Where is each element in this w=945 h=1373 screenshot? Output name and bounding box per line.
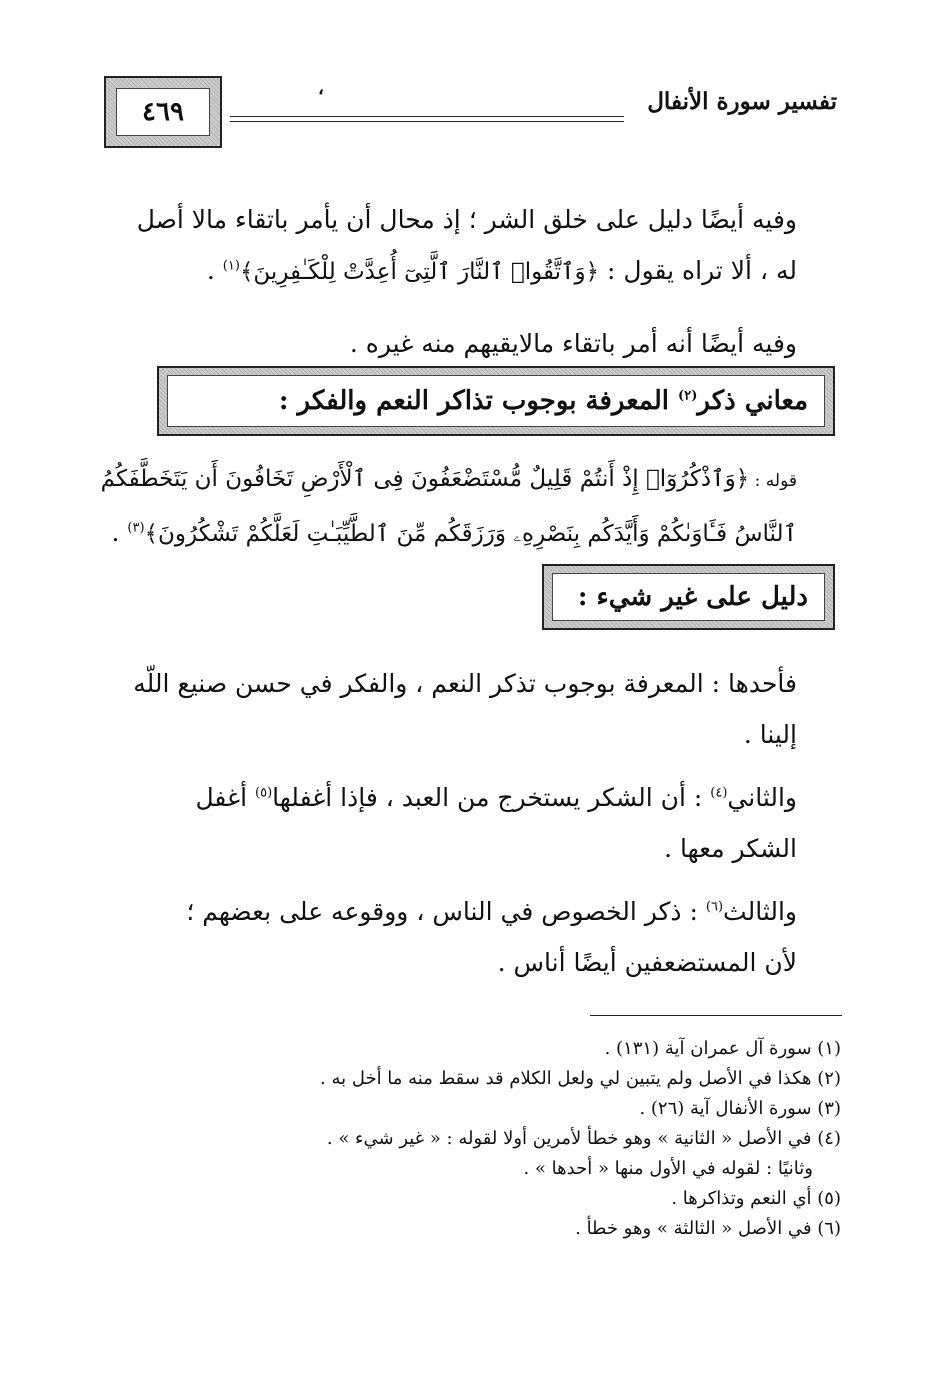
footnotes-list (101, 1034, 841, 1244)
header-rule-secondary (230, 121, 624, 122)
footnote-separator (590, 1015, 842, 1016)
paragraph-line: وفيه أيضًا أنه أمر باتقاء مالايقيهم منه غيره . (349, 329, 797, 358)
footnote-item: (٤) في الأصل « الثانية » وهو خطأ لأمرين أولا لقوله : « غير شيء » . (326, 1128, 841, 1149)
text-run: أغفل (195, 783, 256, 812)
paragraph-line: فأحدها : المعرفة بوجوب تذكر النعم ، والفكر في حسن صنيع اللّه (133, 669, 797, 698)
footnote-ref: (٣) (127, 520, 145, 536)
paragraph-verse-quote (101, 454, 841, 560)
running-title: تفسير سورة الأنفال (647, 88, 837, 115)
footnote-ref: (٥) (255, 785, 273, 801)
heading-text-run: المعرفة بوجوب تذاكر النعم والفكر : (278, 386, 679, 416)
text-run: له ، ألا تراه يقول : (599, 256, 797, 285)
quran-verse: ٱلنَّاسُ فَـَٔاوَىٰكُمْ وَأَيَّدَكُم بِنَصْرِهِۦ وَرَزَقَكُم مِّنَ ٱلطَّيِّبَـٰتِ لَعَلَّكُمْ تَشْكُرُونَ﴾ (144, 521, 797, 547)
paragraph-line (101, 772, 841, 823)
paragraph-line: الشكر معها . (664, 834, 797, 863)
footnote-item: (٣) سورة الأنفال آية (٢٦) . (639, 1098, 841, 1119)
text-run: : أن الشكر يستخرج من العبد ، فإذا أغفلها (272, 783, 711, 812)
paragraph-first-point (101, 658, 841, 760)
paragraph-evil-creation (101, 194, 841, 298)
quran-verse: ﴿وَٱتَّقُوا۟ ٱلنَّارَ ٱلَّتِىٓ أُعِدَّتْ لِلْكَـٰفِرِينَ﴾ (239, 259, 600, 285)
section-heading-frame (542, 564, 835, 630)
quran-verse: ﴿وَٱذْكُرُوٓا۟ إِذْ أَنتُمْ قَلِيلٌ مُّسْتَضْعَفُونَ فِى ٱلْأَرْضِ تَخَافُونَ أَن يَتَخَطَّفَكُمُ (100, 466, 750, 492)
section-heading-frame (157, 366, 835, 436)
paragraph-line (101, 245, 841, 298)
header-mark: ، (318, 78, 324, 99)
paragraph-second-point (101, 772, 841, 874)
paragraph-line (101, 886, 841, 937)
paragraph-line (101, 454, 841, 507)
footnote-item: (٢) هكذا في الأصل ولم يتبين لي ولعل الكلام قد سقط منه ما أخل به . (320, 1068, 841, 1089)
section-heading (279, 386, 808, 416)
paragraph-third-point (101, 886, 841, 988)
header-rule (230, 116, 624, 117)
heading-text-run: معاني ذكر (697, 386, 808, 416)
text-run: . (206, 256, 223, 285)
text-run: . (111, 518, 128, 547)
page-number-frame (104, 76, 222, 148)
footnote-item: (٦) في الأصل « الثالثة » وهو خطأ . (575, 1218, 841, 1239)
text-run: والثاني (727, 783, 797, 812)
footnote-ref: (٤) (710, 785, 728, 801)
page-number: ٤٦٩ (116, 88, 210, 136)
paragraph-line: وفيه أيضًا دليل على خلق الشر ؛ إذ محال أن يأمر باتقاء مالا أصل (136, 205, 797, 234)
text-run: : ذكر الخصوص في الناس ، ووقوعه على بعضهم ؛ (186, 897, 706, 926)
paragraph-line: إلينا . (743, 720, 797, 749)
footnote-item-continuation: وثانيًا : لقوله في الأول منها « أحدها » . (523, 1158, 813, 1179)
paragraph-line: لأن المستضعفين أيضًا أناس . (497, 948, 797, 977)
text-run: والثالث (723, 897, 797, 926)
footnote-ref: (١) (222, 258, 240, 274)
footnote-item: (٥) أي النعم وتذاكرها . (671, 1188, 841, 1209)
paragraph-line (101, 507, 841, 560)
footnote-item: (١) سورة آل عمران آية (١٣١) . (604, 1038, 841, 1059)
paragraph-protection (101, 318, 841, 369)
section-heading: دليل على غير شيء : (577, 582, 808, 612)
footnote-ref: (٦) (705, 899, 724, 915)
text-run: قوله : (749, 471, 797, 491)
footnote-ref: (٢) (678, 388, 698, 404)
